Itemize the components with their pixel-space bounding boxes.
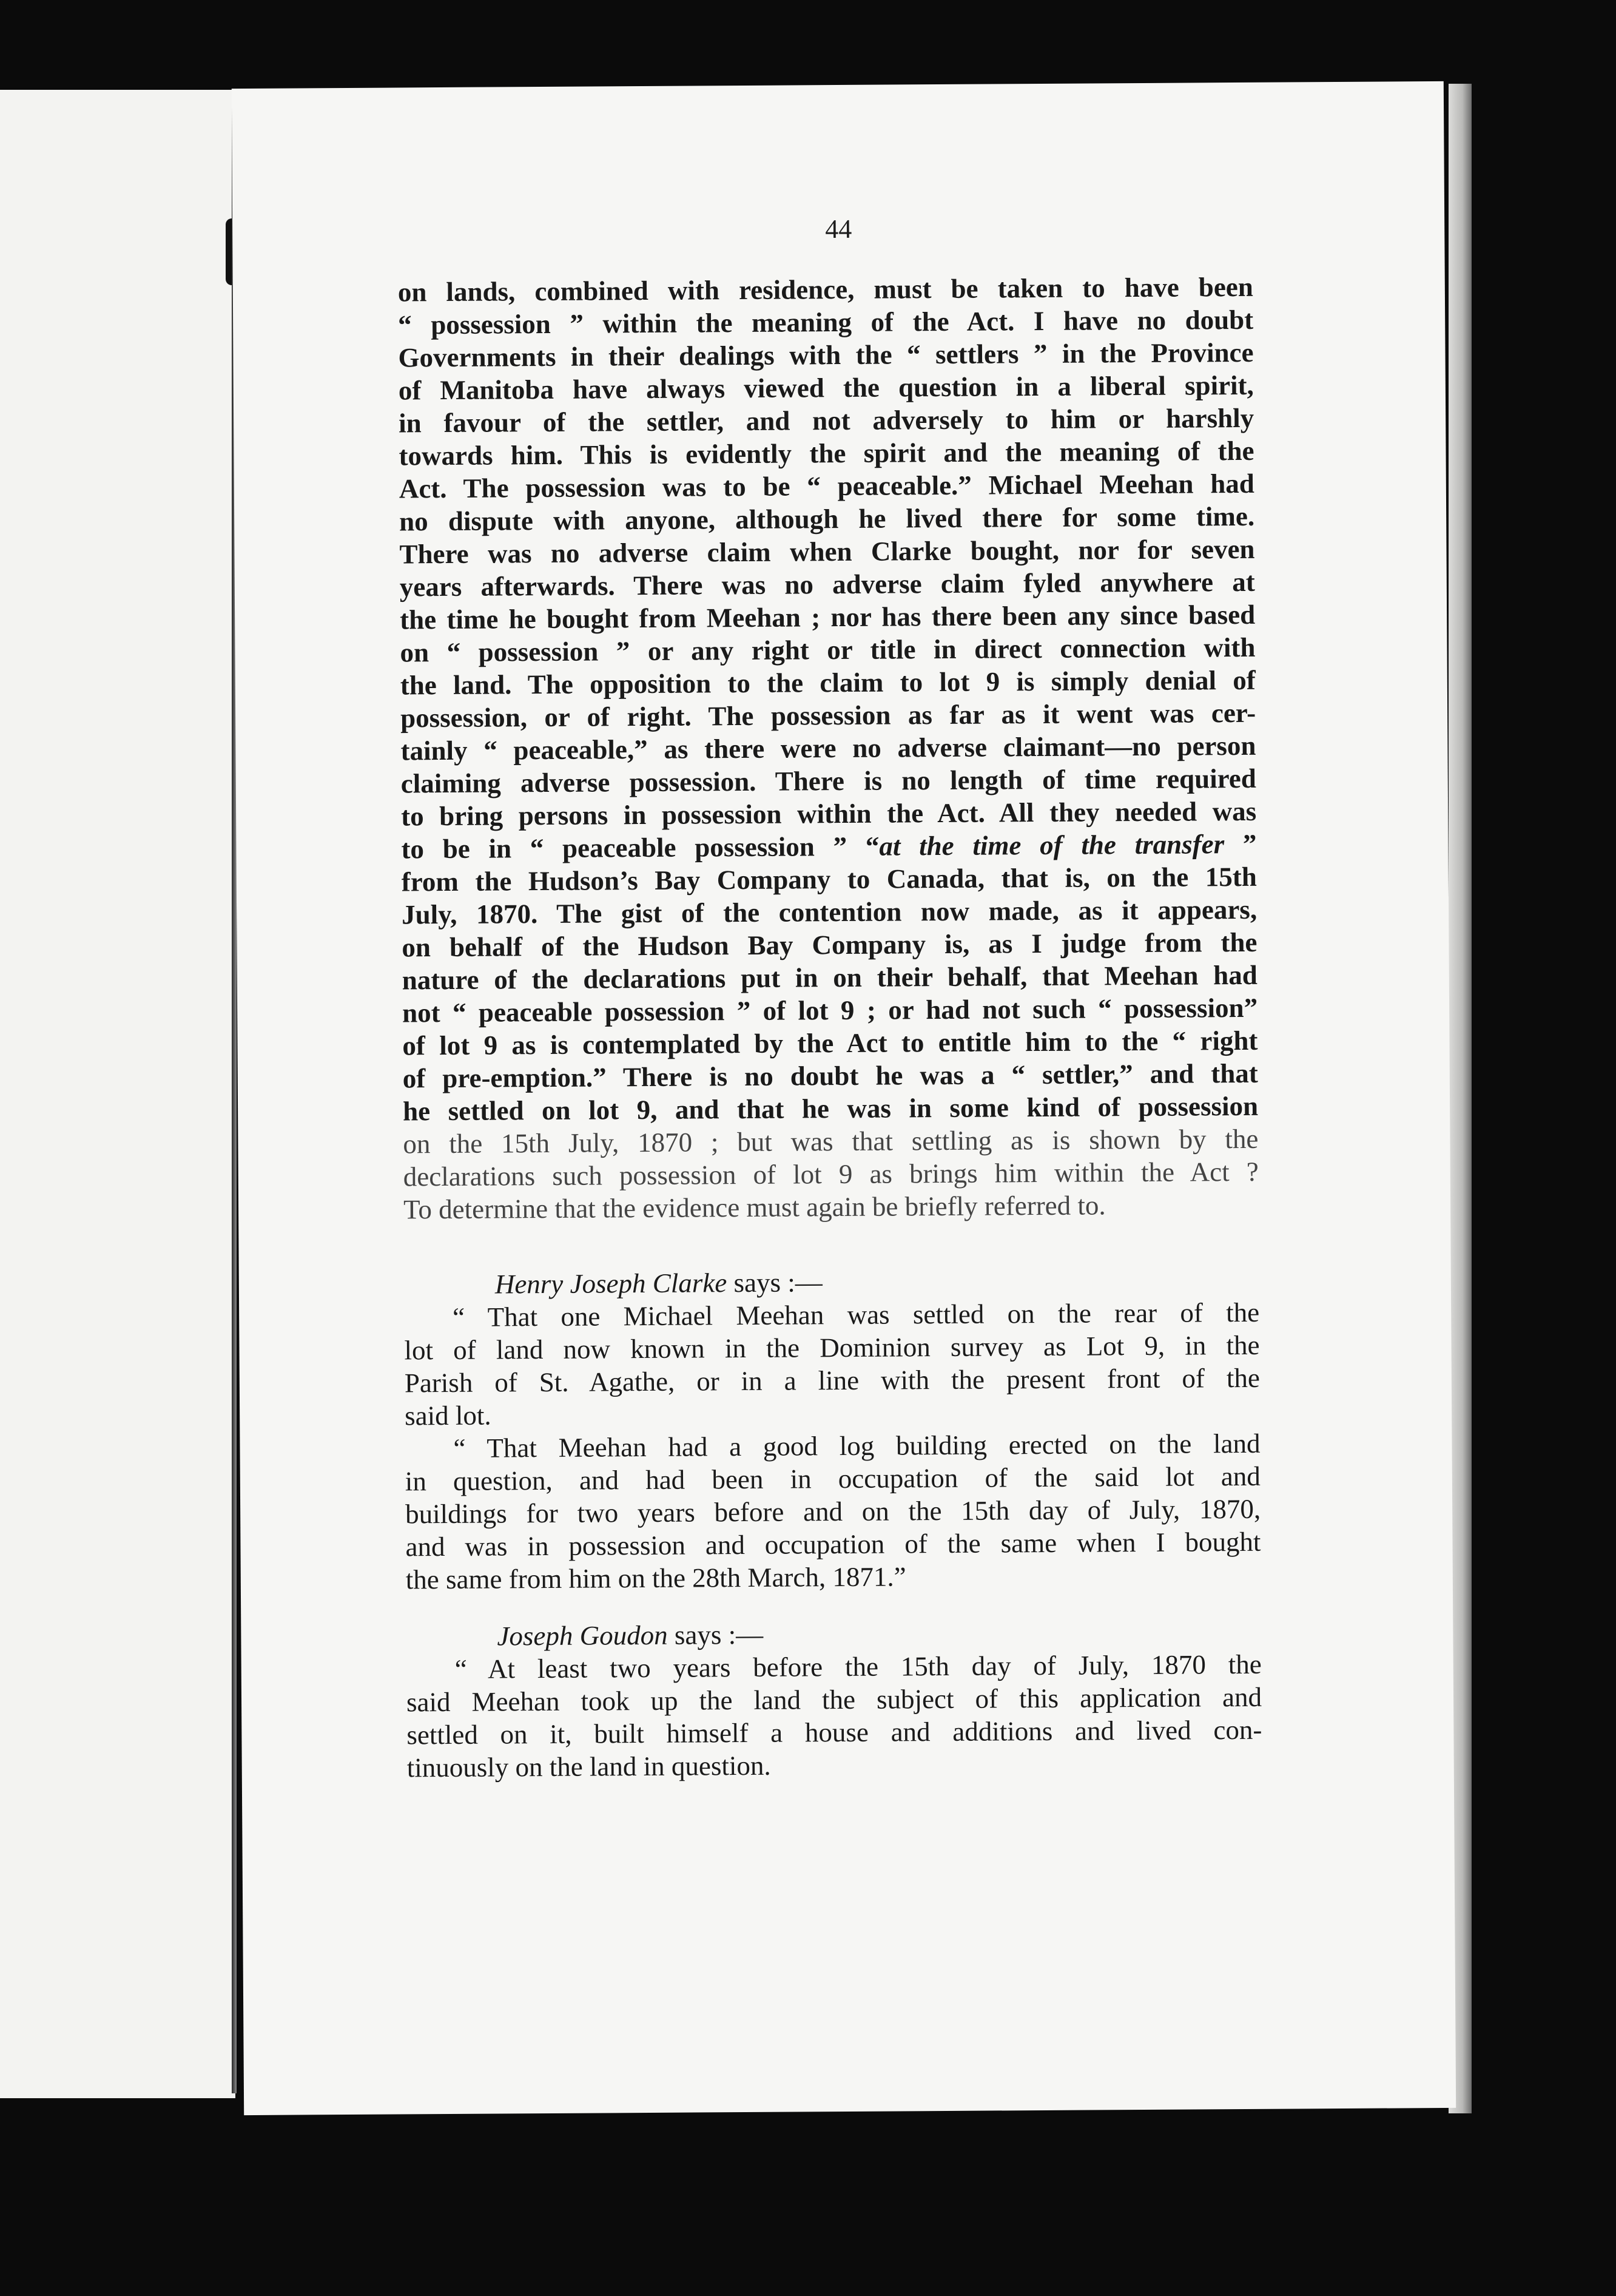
quote-line: said lot. [405, 1400, 491, 1431]
citation-suffix: says :— [727, 1267, 823, 1298]
citation-suffix: says :— [667, 1619, 764, 1650]
body-line: Act. The possession was to be “ peaceable.” Michael Meehan had [399, 468, 1254, 504]
body-line: on “ possession ” or any right or title in direct connection with [400, 632, 1256, 668]
body-line: years afterwards. There was no adverse claim fyled anywhere at [399, 566, 1255, 603]
body-line: he settled on lot 9, and that he was in some kind of possession [402, 1090, 1259, 1127]
quote-line: “ That Meehan had a good log building erected on the land [453, 1428, 1261, 1464]
body-line: possession, or of right. The possession as far as it went was cer- [400, 697, 1256, 734]
quote-line: settled on it, built himself a house and additions and lived con- [406, 1714, 1262, 1751]
body-line: towards him. This is evidently the spirit and the meaning of the [399, 435, 1254, 471]
body-paragraph [398, 271, 1259, 1226]
quote-line: Parish of St. Agathe, or in a line with the present front of the [404, 1362, 1260, 1399]
body-line: of pre-emption.” There is no doubt he was a “ settler,” and that [402, 1058, 1258, 1094]
body-line: “ possession ” within the meaning of the Act. I have no doubt [398, 304, 1254, 340]
declaration-quote [405, 1427, 1261, 1596]
body-line: the time he bought from Meehan ; nor has there been any since based [400, 599, 1256, 635]
body-line: on lands, combined with residence, must be taken to have been [397, 271, 1253, 308]
citation-name: Henry Joseph Clarke [494, 1268, 727, 1300]
body-line: of Manitoba have always viewed the question in a liberal spirit, [398, 370, 1254, 406]
left-page [0, 90, 235, 2098]
declaration-quote [404, 1296, 1260, 1433]
body-line: the land. The opposition to the claim to lot 9 is simply denial of [400, 664, 1256, 701]
body-line: from the Hudson’s Bay Company to Canada, that is, on the 15th [401, 861, 1257, 897]
body-line: not “ peaceable possession ” of lot 9 ; or had not such “ possession” [402, 992, 1258, 1028]
body-line: claiming adverse possession. There is no length of time required [400, 763, 1256, 799]
body-line: tainly “ peaceable,” as there were no adverse claimant—no person [400, 730, 1256, 766]
closing-quote: ” [1224, 828, 1257, 860]
quote-line: lot of land now known in the Dominion survey as Lot 9, in the [404, 1329, 1260, 1366]
quote-line: the same from him on the 28th March, 1871.” [405, 1561, 906, 1595]
quote-line: tinuously on the land in question. [406, 1750, 771, 1783]
quote-line: “ At least two years before the 15th day of July, 1870 the [454, 1649, 1262, 1684]
body-line: declarations such possession of lot 9 as brings him within the Act ? [403, 1156, 1259, 1192]
page-number: 44 [825, 214, 852, 245]
body-line-start: to be in “ peaceable possession ” “ [401, 831, 880, 865]
quote-line: “ That one Michael Meehan was settled on the rear of the [453, 1297, 1260, 1332]
spacer [403, 1221, 1259, 1269]
quote-line: and was in possession and occupation of the same when I bought [405, 1526, 1261, 1562]
body-line: of lot 9 as is contemplated by the Act to entitle him to the “ right [402, 1025, 1258, 1061]
body-line: There was no adverse claim when Clarke bought, nor for seven [399, 533, 1255, 570]
quote-line: in question, and had been in occupation of the said lot and [405, 1460, 1261, 1497]
body-line: on the 15th July, 1870 ; but was that settling as is shown by the [403, 1123, 1259, 1160]
declaration-quote [406, 1648, 1262, 1784]
quote-line: said Meehan took up the land the subject of this application and [406, 1681, 1262, 1718]
citation-name: Joseph Goudon [497, 1619, 668, 1652]
body-line: on behalf of the Hudson Bay Company is, as I judge from the [402, 927, 1257, 963]
quote-line: buildings for two years before and on the 15th day of July, 1870, [405, 1493, 1261, 1530]
right-page [232, 81, 1456, 2115]
body-line: to bring persons in possession within the Act. All they needed was [400, 795, 1257, 832]
citation-heading [404, 1263, 1259, 1302]
body-line: July, 1870. The gist of the contention now made, as it appears, [401, 894, 1257, 930]
body-line: To determine that the evidence must again be briefly referred to. [403, 1190, 1106, 1225]
body-line: nature of the declarations put in on their behalf, that Meehan had [402, 959, 1257, 996]
body-line: Governments in their dealings with the “ settlers ” in the Province [398, 337, 1254, 373]
citation-heading [406, 1615, 1261, 1653]
body-line: in favour of the settler, and not adversely to him or harshly [399, 402, 1254, 439]
italic-phrase: at the time of the transfer [879, 829, 1225, 862]
body-line-with-italic [401, 828, 1256, 866]
body-line: no dispute with anyone, although he lived there for some time. [399, 501, 1255, 537]
page-text [398, 271, 1262, 1784]
